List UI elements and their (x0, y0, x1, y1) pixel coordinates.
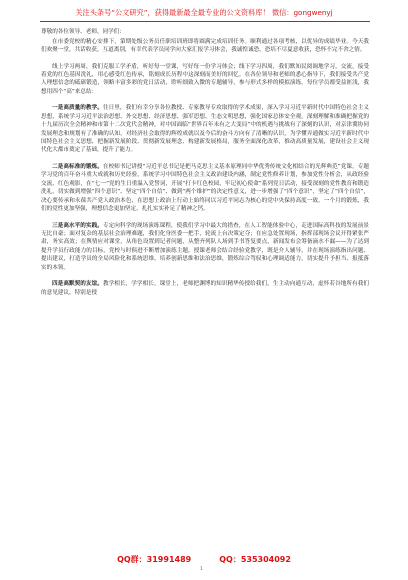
footer-qq: QQ：535304092 (219, 555, 291, 564)
section-4-heading: 四是高默契的友谊。 (52, 281, 103, 288)
section-3 (41, 222, 369, 272)
section-2-heading: 二是高标准的锻炼。 (52, 164, 103, 171)
section-3-heading: 三是高水平的实践。 (52, 222, 103, 229)
intro-paragraph-1: 在市委党校的精心安排下，第期处级公务员任职培训班即将圆满完成培训任务。顺利通过各项考核，以优异的成绩毕业。今天我们欢聚一堂，共话收获，互道离别，有幸代表学员同学向大家汇报学习体会，我诚惶诚恐，恐培不尽夏意收获，恐怀不完不舍之情。 (41, 38, 369, 53)
intro-paragraph-2: 线上学习两周，我们克服工学矛盾，听好每一堂课，写好每一份学习体会；线下学习四周，我们默知民阅调地学习，交流，接受着党的红色基因洗礼，用心感受红色传承，铭刻成长历程中这深刻而美好的回忆。在各位领导和老师的悉心指导下，我们接受共产党人理想信念的砥砺锻造，领略丰富多彩的党日活动，聆听细致入微的专题辅导，参与形式多样的模拟演练。每位学员都受益匪浅，我想用四个“高”来总结： (41, 63, 369, 95)
section-2-body: 在校师书记讲授“习近平总书记是把马克思主义基本原理同中华优秀传统文化相结合的光辉典范”党课，专题学习党的百年奋斗重大成就和历史经验，系统学习中国特色社会主义政治建设内涵，制定党性修养计划，参加党性分析会，从政经验交流、红色观影，在“七一”党的生日重温入党誓词，开展“打卡红色校园，牢记初心使命”系列党日活动，接受深刻的党性教育和锻造洗礼，切实做到增强“四个意识”、坚定“四个自信”、做到“两个维护”的决定性意义，进一步增强了“四个意识”，坚定了“四个自信”，决心要传承和永葆共产党人政治本色，在思想上政治上行动上始终同以习近平同志为核心的党中央保持高度一致。一个月的锻炼，我们的党性更加坚强，理想信念更加坚定，扎扎实实补足了精神之钙。 (41, 164, 369, 213)
section-4 (41, 280, 369, 297)
section-2 (41, 163, 369, 213)
section-4-body: 教学相长，学学相长。课堂上，老师把渊博的知识精华传授给我们，生主动向通互动，虚怀若谷地所有我们的意见建议，特别是授 (41, 281, 369, 296)
footer-qq-group: QQ群：31991489 (117, 555, 192, 564)
page-number: 1 (200, 567, 203, 572)
section-1-heading: 一是高质量的教学。 (52, 105, 103, 112)
header-rule (40, 21, 370, 22)
document-body (41, 28, 369, 298)
section-1 (41, 104, 369, 154)
greeting: 尊敬的各位领导、老师，同学们： (41, 29, 125, 35)
header-banner: 关注头条号“公文研究”，获得最新最全最专业的公文资料库！ 微信：gongwenyj (75, 8, 333, 17)
footer-contact (0, 554, 408, 565)
section-3-body: 专定向科学的现场演练课程，使我们学习中最大的措查，在人工智能体验中心，走进国际高科技的发展前景无比自豪；面对复杂的基层社会治理难题，我们化身医委一把手，轮流上台决策定夺；在应急处置现场，指挥部现场会议开得紧张严肃，务实高效；在舆情应对课堂，从角色设置到记者问题，从整齐列队人场到手书答复要点，新闻发布会筹备滴水不漏——为了达到提升学员行政能力的目标，党校与时俱进不断增加演练主题，授课老师会结合经验党教学，既是介人辅导，并在现场演练指出问题、提出建议，打造学员的全局风险化和系统思维，培养创新思维和法治思维，锻炼综合驾驭和心理调适能力，切实提升予担当、报抵落实的本领。 (41, 222, 369, 271)
section-1-body: 往日里，我们有幸分享各位教授、专家教导专攻取得的学术成果，深入学习习近平新时代中国特色社会主义思想，系统学习习近平法治思想、外交思想、经济思想、强军思想、生态文明思想，强化国家总体安全观，深刻理解和准确把握党的十九届历次全会精神和市第十二次党代会精神，对中国面临“世界百年未有之大变局”中的机遇与挑战有了深刻的认识，对京津冀协同发展理念和规划有了准确的认知，对经济社会取得的辉煌成就以及今后的奋斗方向有了清晰的认识，为学懂弄通做实习近平新时代中国特色社会主义思想，把握新发展阶段、贯彻新发展理念、构建新发展格局，服务全面深化改革，推动高质量发展，建设社会主义现代化大都市奠定了基础，提升了能力。 (41, 105, 369, 154)
